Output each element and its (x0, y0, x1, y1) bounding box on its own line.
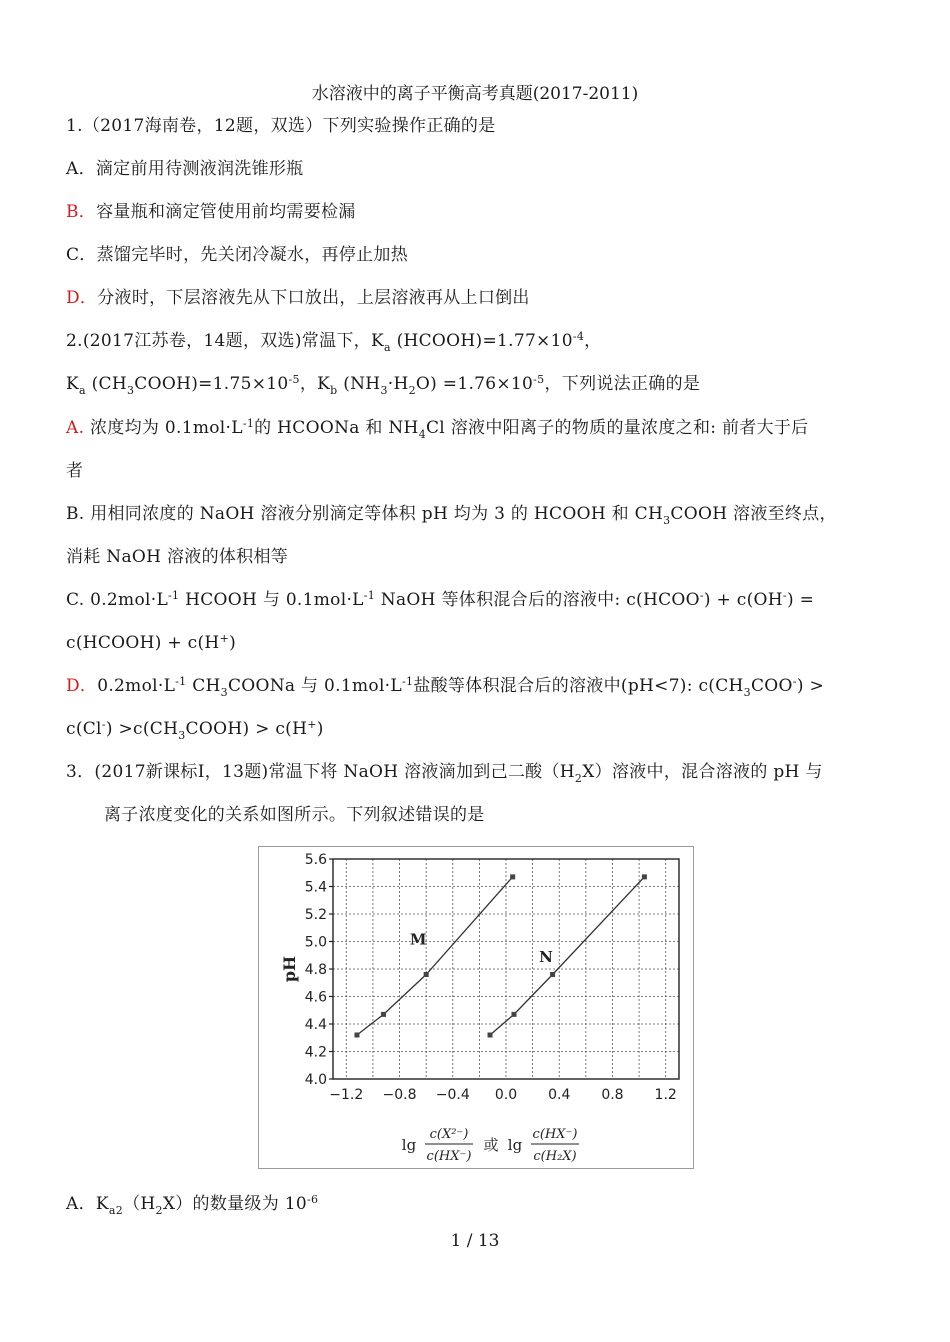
q2-d-sub1: 3 (220, 686, 228, 699)
q2-a-text2: 的 HCOONa 和 NH (254, 418, 419, 438)
q2-kb-sub: b (330, 384, 338, 397)
q2-o: O) =1.76×10 (415, 374, 534, 394)
q1-option-d-text: 分液时，下层溶液先从下口放出，上层溶液再从上口倒出 (97, 288, 530, 308)
q2-d-text4: 盐酸等体积混合后的溶液中(pH<7): c(CH (413, 676, 744, 696)
q1-stem: 1.（2017海南卷，12题，双选）下列实验操作正确的是 (66, 116, 496, 136)
q2-nh: (NH (343, 374, 381, 394)
x-tick-label: 0.8 (601, 1087, 624, 1103)
q2-d-text6: ) > (796, 676, 824, 696)
q2-c-text2: HCOOH 与 0.1mol·L (185, 590, 364, 610)
x-label-lg2: lg (507, 1136, 523, 1154)
q2-b-text2: COOH 溶液至终点， (670, 504, 837, 524)
y-tick-label: 5.4 (304, 879, 327, 896)
y-tick-label: 5.6 (304, 852, 327, 868)
q2-h2o-sub: 2 (408, 384, 416, 397)
chart-series (354, 874, 646, 1037)
chart-labels (402, 930, 579, 1164)
q2-d-exp1: -1 (175, 675, 187, 688)
q2-k: K (66, 374, 80, 394)
document-title: 水溶液中的离子平衡高考真题(2017-2011) (311, 84, 639, 104)
x-tick-label: 0.4 (548, 1087, 571, 1103)
x-tick-label: −0.8 (382, 1087, 417, 1103)
q2-b-text1: B. 用相同浓度的 NaOH 溶液分别滴定等体积 pH 均为 3 的 HCOOH 和 CH (66, 504, 664, 524)
q2-d-text5: COO (750, 676, 793, 696)
data-point-N (642, 874, 647, 879)
q2-ch-sub: 3 (126, 384, 135, 397)
q2-stem-pre: 2.(2017江苏卷，14题，双选)常温下，K (66, 331, 384, 351)
q2-option-b (66, 503, 837, 525)
q2-c-exp1: -1 (168, 589, 180, 602)
q2-d-sub2: 3 (743, 686, 751, 699)
q2-d-cont-minus: - (101, 718, 106, 731)
q2-d-cont4: ) (316, 719, 324, 739)
q2-cooh: COOH)=1.75×10 (134, 374, 289, 394)
q2-c-cont: c(HCOOH) + c(H (66, 633, 220, 653)
x-label-num2: c(HX⁻) (532, 1127, 578, 1142)
q1-option-a: A．滴定前用待测液润洗锥形瓶 (66, 159, 304, 179)
q2-exp3: -5 (533, 373, 545, 386)
y-tick-label: 5.2 (304, 907, 327, 923)
data-point-N (550, 972, 555, 977)
x-label-lg: lg (401, 1136, 417, 1154)
q2-c-text1: C. 0.2mol·L (66, 590, 169, 610)
x-label-den1: c(HX⁻) (426, 1149, 472, 1164)
q3-stem1b: X）溶液中，混合溶液的 pH 与 (582, 762, 823, 782)
x-label-den2: c(H₂X) (533, 1149, 577, 1164)
y-tick-label: 4.0 (304, 1072, 327, 1088)
q2-option-d-cont (66, 718, 324, 740)
q3-stem1a: 3．(2017新课标Ⅰ，13题)常温下将 NaOH 溶液滴加到己二酸（H (66, 762, 575, 782)
q2-d-text1: 0.2mol·L (97, 676, 176, 696)
q2-c-m1: - (699, 589, 704, 602)
x-label-num1: c(X²⁻) (429, 1127, 469, 1142)
q2-b-sub: 3 (663, 514, 671, 527)
q1-option-b-text: 容量瓶和滴定管使用前均需要检漏 (96, 202, 356, 222)
q3-option-a (66, 1193, 318, 1215)
q2-d-cont-plus: + (307, 718, 317, 731)
data-point-M (510, 874, 515, 879)
q2-d-text3: COONa 与 0.1mol·L (227, 676, 402, 696)
q3-a1: A．K (66, 1194, 109, 1214)
q3-stem-line2: 离子浓度变化的关系如图所示。下列叙述错误的是 (104, 805, 485, 825)
q2-c-m2: - (782, 589, 787, 602)
x-tick-label: 1.2 (654, 1087, 677, 1103)
q2-exp1: -4 (572, 330, 585, 343)
data-point-M (354, 1033, 359, 1038)
q2-exp2: -5 (288, 373, 300, 386)
q2-ka-sub: a (383, 341, 391, 354)
q2-d-cont1: c(Cl (66, 719, 102, 739)
q2-option-a (66, 417, 808, 439)
q2-a-exp: -1 (242, 417, 255, 430)
q1-option-d (66, 287, 530, 309)
q3-a-sub2: 2 (155, 1204, 163, 1217)
chart-grid (333, 859, 679, 1079)
q2-c-plus: + (219, 632, 230, 645)
q2-option-d-letter: D． (66, 676, 98, 696)
y-tick-label: 4.8 (304, 962, 327, 978)
q2-stem-end: ，下列说法正确的是 (544, 374, 701, 394)
q2-stem-line1 (66, 330, 601, 352)
q2-option-a-cont: 者 (66, 461, 84, 481)
q2-option-d (66, 675, 824, 697)
y-tick-label: 5.0 (304, 934, 327, 951)
q3-stem-line1 (66, 761, 823, 783)
q2-k-sub: a (79, 384, 86, 397)
q2-d-minus: - (792, 675, 797, 688)
series-label-N: N (539, 948, 553, 967)
data-point-M (424, 972, 429, 977)
q2-c-close: ) (229, 633, 237, 653)
x-tick-label: −1.2 (329, 1087, 364, 1103)
y-tick-label: 4.2 (304, 1044, 327, 1061)
q2-d-cont2: ) >c(CH (105, 719, 179, 739)
x-label-or: 或 (483, 1136, 499, 1154)
q3-a-sub1: a2 (108, 1204, 124, 1217)
q2-stem-line2 (66, 373, 700, 395)
q3-stem-sub: 2 (574, 772, 583, 785)
q2-c-text4: ) + c(OH (703, 590, 783, 610)
series-label-M: M (409, 930, 427, 949)
q2-ch: (CH (91, 374, 127, 394)
q2-a-text1: 浓度均为 0.1mol·L (90, 418, 243, 438)
q1-option-b (66, 201, 356, 223)
q2-h2o: ·H (387, 374, 409, 394)
q2-option-c (66, 589, 814, 611)
y-tick-label: 4.4 (304, 1017, 327, 1033)
data-point-N (511, 1012, 516, 1017)
q2-a-text3: Cl 溶液中阳离子的物质的量浓度之和: 前者大于后 (426, 418, 809, 438)
x-tick-label: −0.4 (435, 1087, 470, 1103)
q2-d-cont-sub: 3 (178, 729, 186, 742)
q3-a2: （H (123, 1194, 156, 1214)
q2-option-b-cont: 消耗 NaOH 溶液的体积相等 (66, 547, 289, 567)
data-point-N (488, 1033, 493, 1038)
data-point-M (381, 1012, 386, 1017)
x-tick-label: 0.0 (494, 1087, 518, 1103)
ph-chart (259, 847, 693, 1168)
q3-a3: X）的数量级为 10 (162, 1194, 307, 1214)
q2-c-text5: ) = (786, 590, 815, 610)
q2-stem-post: (HCOOH)=1.77×10 (396, 331, 573, 351)
y-axis-label: pH (280, 955, 299, 983)
q2-kb: ，K (299, 374, 331, 394)
q2-a-sub: 4 (418, 428, 426, 441)
q2-option-c-cont (66, 632, 236, 654)
series-line-M (357, 877, 513, 1035)
q2-d-exp2: -1 (401, 675, 414, 688)
y-tick-label: 4.6 (304, 989, 327, 1006)
q2-option-a-letter: A. (66, 418, 85, 438)
q1-option-d-letter: D． (66, 288, 98, 308)
q2-d-text2: CH (192, 676, 221, 696)
q1-option-c: C．蒸馏完毕时，先关闭冷凝水，再停止加热 (66, 245, 409, 265)
q2-c-text3: NaOH 等体积混合后的溶液中: c(HCOO (380, 590, 700, 610)
chart-axes (280, 852, 679, 1103)
q2-comma: ， (584, 331, 602, 351)
page-number: 1 / 13 (450, 1231, 500, 1251)
q2-nh-sub: 3 (380, 384, 388, 397)
q2-d-cont3: COOH) > c(H (185, 719, 308, 739)
series-line-N (490, 877, 644, 1035)
q2-c-exp2: -1 (363, 589, 376, 602)
q1-option-b-letter: B． (66, 202, 97, 222)
q3-a-exp: -6 (306, 1193, 319, 1206)
ph-chart-figure (258, 846, 694, 1169)
